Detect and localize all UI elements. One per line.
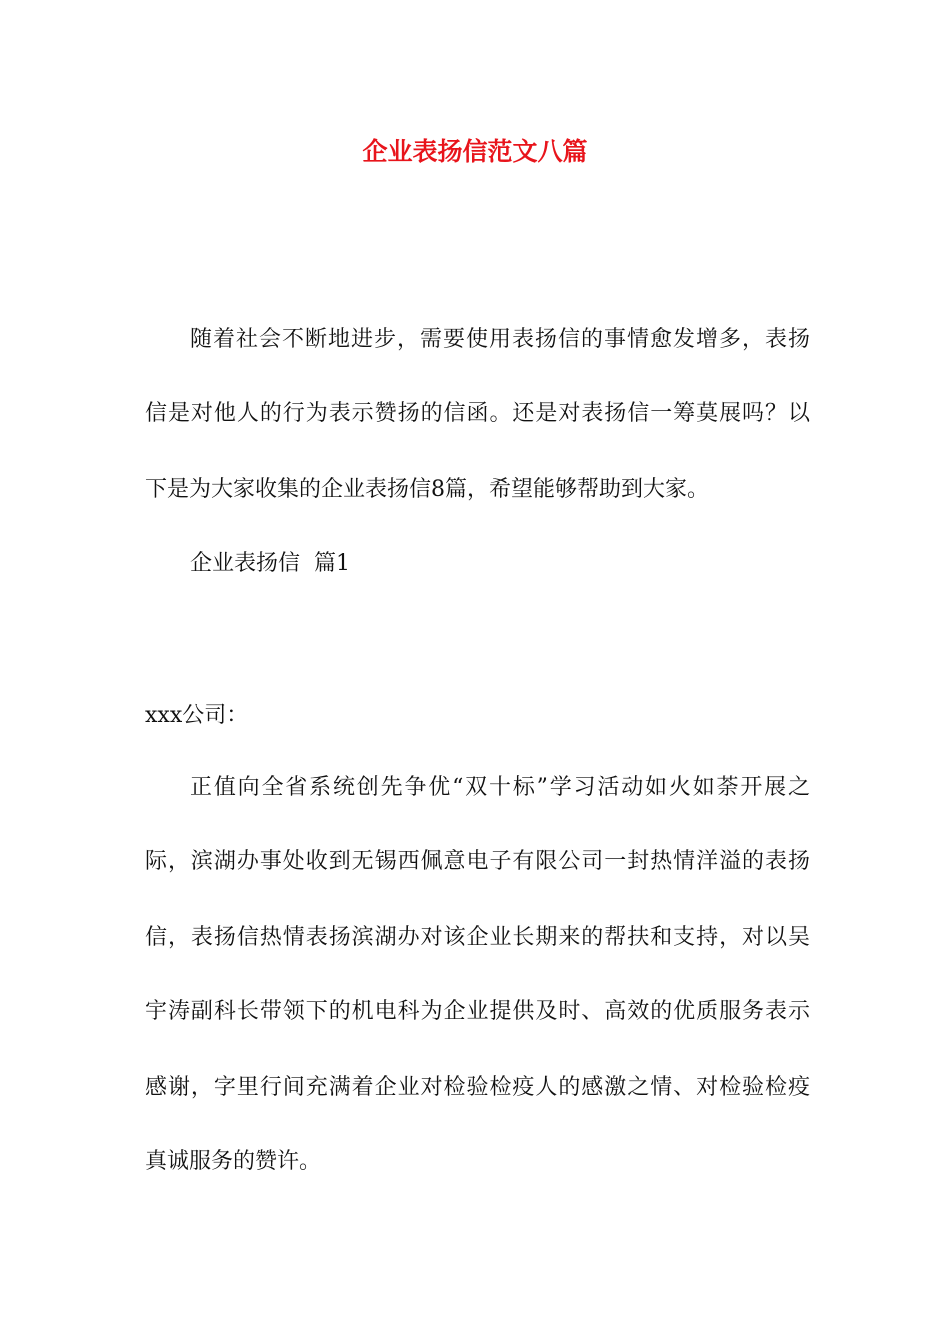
body-line-6: 真诚服务的赞许。 [145,1149,322,1174]
salutation: xxx公司： [145,703,249,728]
section-heading: 企业表扬信 篇1 [190,551,350,576]
body-line-4: 宇涛副科长带领下的机电科为企业提供及时、高效的优质服务表示 [145,999,810,1024]
body-line-1: 正值向全省系统创先争优“双十标”学习活动如火如荼开展之 [190,775,810,800]
intro-line-1: 随着社会不断地进步，需要使用表扬信的事情愈发增多，表扬 [190,327,810,352]
body-line-2: 际，滨湖办事处收到无锡西佩意电子有限公司一封热情洋溢的表扬 [145,849,810,874]
intro-line-2: 信是对他人的行为表示赞扬的信函。还是对表扬信一筹莫展吗？以 [145,401,810,426]
intro-line-3: 下是为大家收集的企业表扬信8篇，希望能够帮助到大家。 [145,477,709,502]
body-line-3: 信，表扬信热情表扬滨湖办对该企业长期来的帮扶和支持，对以吴 [145,925,810,950]
body-line-5: 感谢，字里行间充满着企业对检验检疫人的感激之情、对检验检疫 [145,1075,810,1100]
document-title: 企业表扬信范文八篇 [362,137,588,166]
